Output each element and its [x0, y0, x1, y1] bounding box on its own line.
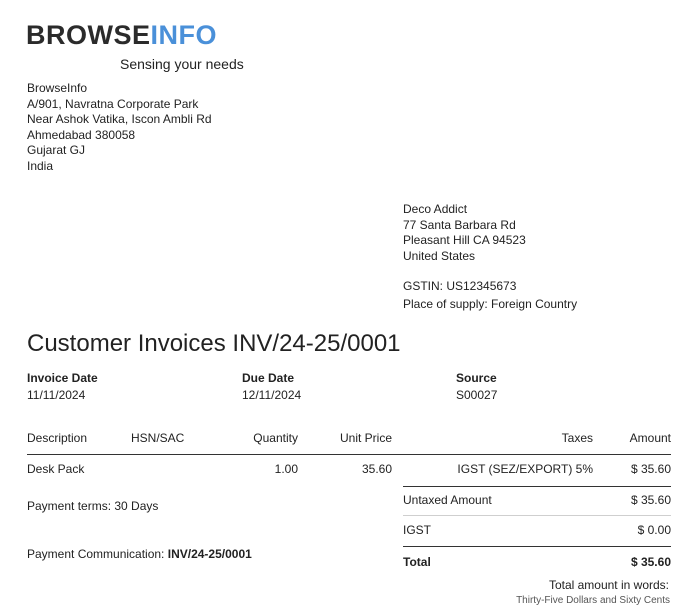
total-in-words-value: Thirty-Five Dollars and Sixty Cents: [516, 595, 670, 606]
invoice-date-value: 11/11/2024: [27, 388, 86, 402]
row-quantity: 1.00: [274, 462, 298, 476]
customer-address: [403, 202, 526, 264]
total-in-words-label: Total amount in words:: [548, 578, 669, 592]
customer-address-line: 77 Santa Barbara Rd: [403, 217, 516, 232]
header-description: Description: [27, 431, 88, 445]
source-label: Source: [456, 371, 497, 385]
total-label: Total: [403, 555, 431, 569]
untaxed-amount-value: $ 35.60: [630, 493, 671, 507]
payment-communication-label: Payment Communication:: [27, 547, 168, 561]
logo-wordmark: [26, 20, 217, 50]
customer-address-line: Pleasant Hill CA 94523: [403, 233, 526, 247]
due-date-block: [242, 371, 301, 402]
company-logo: [26, 20, 246, 80]
invoice-date-label: Invoice Date: [27, 371, 98, 385]
table-header-divider: [27, 454, 671, 455]
row-unit-price: 35.60: [361, 462, 392, 476]
total-divider: [403, 546, 671, 547]
header-amount: Amount: [629, 431, 671, 445]
customer-tax-info: [403, 279, 577, 312]
row-taxes: IGST (SEZ/EXPORT) 5%: [457, 462, 593, 476]
company-name: BrowseInfo: [27, 81, 88, 95]
company-address-line: Gujarat GJ: [27, 143, 86, 157]
header-hsn: HSN/SAC: [131, 431, 185, 445]
company-address: [27, 81, 212, 174]
due-date-value: 12/11/2024: [242, 388, 302, 402]
header-taxes: Taxes: [561, 431, 593, 445]
logo-brand-blue: INFO: [150, 20, 217, 50]
place-of-supply: Place of supply: Foreign Country: [403, 296, 578, 311]
company-address-line: India: [27, 158, 54, 173]
customer-gstin: GSTIN: US12345673: [403, 279, 517, 293]
company-address-line: Near Ashok Vatika, Iscon Ambli Rd: [27, 112, 212, 126]
total-value: $ 35.60: [630, 555, 671, 569]
totals-divider: [403, 515, 671, 516]
igst-value: $ 0.00: [637, 523, 671, 537]
header-quantity: Quantity: [253, 431, 298, 445]
invoice-date-block: [27, 371, 98, 402]
row-amount: $ 35.60: [630, 462, 671, 476]
igst-label: IGST: [403, 523, 432, 537]
customer-address-line: United States: [403, 248, 476, 263]
company-address-line: Ahmedabad 380058: [27, 127, 136, 142]
row-description: Desk Pack: [27, 462, 85, 476]
payment-terms: Payment terms: 30 Days: [27, 499, 159, 513]
payment-communication: [27, 547, 252, 561]
logo-brand-dark: BROWSE: [26, 20, 151, 50]
payment-communication-ref: INV/24-25/0001: [167, 547, 252, 561]
company-address-line: A/901, Navratna Corporate Park: [27, 96, 199, 111]
untaxed-amount-label: Untaxed Amount: [403, 493, 492, 507]
due-date-label: Due Date: [242, 371, 295, 385]
totals-top-divider: [403, 486, 671, 487]
logo-tagline: Sensing your needs: [120, 56, 244, 72]
customer-name: Deco Addict: [403, 202, 468, 216]
source-value: S00027: [456, 388, 498, 402]
invoice-title: Customer Invoices INV/24-25/0001: [27, 330, 401, 357]
source-block: [456, 371, 497, 402]
header-unit-price: Unit Price: [339, 431, 392, 445]
